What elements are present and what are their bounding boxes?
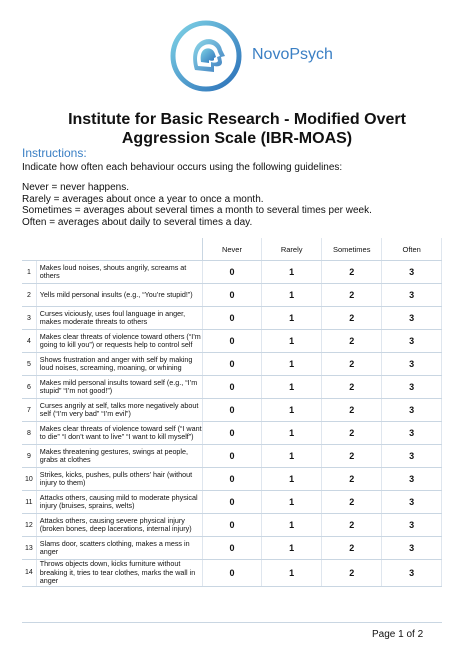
table-row xyxy=(22,376,442,399)
score-never[interactable]: 0 xyxy=(202,399,262,422)
table-row xyxy=(22,468,442,491)
table-row xyxy=(22,284,442,307)
item-description: Slams door, scatters clothing, makes a mess in anger xyxy=(36,537,202,560)
score-never[interactable]: 0 xyxy=(202,376,262,399)
score-often[interactable]: 3 xyxy=(382,330,442,353)
table-header-row xyxy=(22,238,442,261)
score-never[interactable]: 0 xyxy=(202,560,262,587)
instructions-intro: Indicate how often each behaviour occurs using the following guidelines: xyxy=(22,162,343,173)
score-rarely[interactable]: 1 xyxy=(262,560,322,587)
page-number: Page 1 of 2 xyxy=(372,629,424,640)
item-number: 10 xyxy=(22,468,36,491)
score-never[interactable]: 0 xyxy=(202,445,262,468)
score-sometimes[interactable]: 2 xyxy=(322,422,382,445)
score-rarely[interactable]: 1 xyxy=(262,399,322,422)
score-often[interactable]: 3 xyxy=(382,284,442,307)
footer-divider xyxy=(22,622,442,623)
column-header-often: Often xyxy=(382,238,442,261)
score-rarely[interactable]: 1 xyxy=(262,491,322,514)
item-number: 12 xyxy=(22,514,36,537)
score-never[interactable]: 0 xyxy=(202,491,262,514)
guideline-sometimes: Sometimes = averages about several times a month to several times per week. xyxy=(22,205,372,216)
score-rarely[interactable]: 1 xyxy=(262,261,322,284)
score-sometimes[interactable]: 2 xyxy=(322,353,382,376)
score-sometimes[interactable]: 2 xyxy=(322,261,382,284)
item-description: Makes loud noises, shouts angrily, screams at others xyxy=(36,261,202,284)
item-number: 5 xyxy=(22,353,36,376)
item-number: 1 xyxy=(22,261,36,284)
item-number: 8 xyxy=(22,422,36,445)
item-number: 7 xyxy=(22,399,36,422)
score-sometimes[interactable]: 2 xyxy=(322,468,382,491)
item-number: 3 xyxy=(22,307,36,330)
score-sometimes[interactable]: 2 xyxy=(322,560,382,587)
table-row xyxy=(22,399,442,422)
item-number: 2 xyxy=(22,284,36,307)
column-header-never: Never xyxy=(202,238,262,261)
score-rarely[interactable]: 1 xyxy=(262,422,322,445)
score-often[interactable]: 3 xyxy=(382,537,442,560)
score-sometimes[interactable]: 2 xyxy=(322,307,382,330)
score-often[interactable]: 3 xyxy=(382,307,442,330)
column-header-sometimes: Sometimes xyxy=(322,238,382,261)
item-description: Shows frustration and anger with self by making loud noises, screaming, moaning, or whining xyxy=(36,353,202,376)
score-never[interactable]: 0 xyxy=(202,468,262,491)
score-never[interactable]: 0 xyxy=(202,422,262,445)
item-description: Makes threatening gestures, swings at people, grabs at clothes xyxy=(36,445,202,468)
score-often[interactable]: 3 xyxy=(382,422,442,445)
score-often[interactable]: 3 xyxy=(382,514,442,537)
score-sometimes[interactable]: 2 xyxy=(322,491,382,514)
score-often[interactable]: 3 xyxy=(382,376,442,399)
table-row xyxy=(22,537,442,560)
item-number: 11 xyxy=(22,491,36,514)
table-row xyxy=(22,422,442,445)
score-never[interactable]: 0 xyxy=(202,353,262,376)
item-description: Makes clear threats of violence toward self (“I want to die” “I don’t want to live” “I want to kill myself”) xyxy=(36,422,202,445)
rating-table xyxy=(22,238,442,587)
score-never[interactable]: 0 xyxy=(202,514,262,537)
guideline-never: Never = never happens. xyxy=(22,182,130,193)
score-rarely[interactable]: 1 xyxy=(262,307,322,330)
score-sometimes[interactable]: 2 xyxy=(322,445,382,468)
item-number: 9 xyxy=(22,445,36,468)
score-rarely[interactable]: 1 xyxy=(262,445,322,468)
table-row xyxy=(22,560,442,587)
item-number: 4 xyxy=(22,330,36,353)
column-header-rarely: Rarely xyxy=(262,238,322,261)
score-sometimes[interactable]: 2 xyxy=(322,376,382,399)
item-description: Attacks others, causing mild to moderate physical injury (bruises, sprains, welts) xyxy=(36,491,202,514)
item-description: Strikes, kicks, pushes, pulls others’ hair (without injury to them) xyxy=(36,468,202,491)
score-rarely[interactable]: 1 xyxy=(262,284,322,307)
table-row xyxy=(22,261,442,284)
score-often[interactable]: 3 xyxy=(382,445,442,468)
table-row xyxy=(22,491,442,514)
instructions-heading: Instructions: xyxy=(22,146,87,160)
page-title: Institute for Basic Research - Modified Overt Aggression Scale (IBR-MOAS) xyxy=(68,111,406,147)
table-row xyxy=(22,330,442,353)
score-rarely[interactable]: 1 xyxy=(262,514,322,537)
score-never[interactable]: 0 xyxy=(202,330,262,353)
item-description: Yells mild personal insults (e.g., “You’re stupid!”) xyxy=(36,284,202,307)
score-rarely[interactable]: 1 xyxy=(262,468,322,491)
item-description: Attacks others, causing severe physical injury (broken bones, deep lacerations, internal injury) xyxy=(36,514,202,537)
brand-name: NovoPsych xyxy=(252,46,333,63)
score-rarely[interactable]: 1 xyxy=(262,353,322,376)
score-sometimes[interactable]: 2 xyxy=(322,399,382,422)
score-often[interactable]: 3 xyxy=(382,560,442,587)
score-often[interactable]: 3 xyxy=(382,399,442,422)
item-description: Makes clear threats of violence toward others (“I’m going to kill you”) or requests help to control self xyxy=(36,330,202,353)
score-sometimes[interactable]: 2 xyxy=(322,537,382,560)
item-number: 13 xyxy=(22,537,36,560)
score-never[interactable]: 0 xyxy=(202,537,262,560)
header xyxy=(0,18,474,98)
score-never[interactable]: 0 xyxy=(202,284,262,307)
score-rarely[interactable]: 1 xyxy=(262,537,322,560)
table-row xyxy=(22,353,442,376)
score-often[interactable]: 3 xyxy=(382,353,442,376)
item-number: 6 xyxy=(22,376,36,399)
item-description: Curses angrily at self, talks more negatively about self (“I’m very bad” “I’m evil”) xyxy=(36,399,202,422)
score-sometimes[interactable]: 2 xyxy=(322,284,382,307)
score-often[interactable]: 3 xyxy=(382,491,442,514)
score-often[interactable]: 3 xyxy=(382,468,442,491)
score-rarely[interactable]: 1 xyxy=(262,330,322,353)
table-row xyxy=(22,445,442,468)
table-header-blank xyxy=(22,238,202,261)
score-never[interactable]: 0 xyxy=(202,261,262,284)
score-never[interactable]: 0 xyxy=(202,307,262,330)
item-description: Throws objects down, kicks furniture without breaking it, tries to tear clothes, marks the wall in anger xyxy=(36,560,202,587)
item-number: 14 xyxy=(22,560,36,587)
guideline-rarely: Rarely = averages about once a year to once a month. xyxy=(22,193,264,205)
score-sometimes[interactable]: 2 xyxy=(322,514,382,537)
head-profile-logo-icon xyxy=(170,20,242,92)
score-rarely[interactable]: 1 xyxy=(262,376,322,399)
item-description: Curses viciously, uses foul language in anger, makes moderate threats to others xyxy=(36,307,202,330)
table-row xyxy=(22,307,442,330)
table-row xyxy=(22,514,442,537)
guidelines xyxy=(22,182,372,228)
score-often[interactable]: 3 xyxy=(382,261,442,284)
score-sometimes[interactable]: 2 xyxy=(322,330,382,353)
item-description: Makes mild personal insults toward self (e.g., “I’m stupid” “I’m not good!”) xyxy=(36,376,202,399)
guideline-often: Often = averages about daily to several times a day. xyxy=(22,216,253,228)
